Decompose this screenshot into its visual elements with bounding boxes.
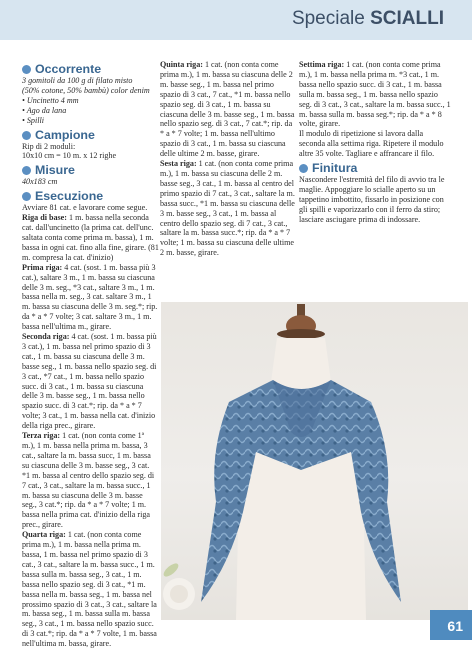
page-title bbox=[292, 8, 444, 30]
occorrente-line: (50% cotone, 50% bambù) color denim bbox=[22, 85, 150, 95]
row-7 bbox=[299, 60, 451, 129]
row-label: Quinta riga: bbox=[160, 60, 203, 69]
row-6 bbox=[160, 159, 296, 258]
bullet-icon bbox=[22, 65, 31, 74]
esecuzione-body bbox=[22, 203, 159, 649]
row-label: Sesta riga: bbox=[160, 159, 197, 169]
misure-title-text: Misure bbox=[35, 163, 75, 178]
campione-title-text: Campione bbox=[35, 127, 95, 142]
campione-line: Rip di 2 moduli: bbox=[22, 141, 76, 151]
occorrente-line: • Spilli bbox=[22, 115, 44, 125]
column-1 bbox=[22, 60, 159, 651]
section-title-misure bbox=[22, 164, 159, 177]
row-label: Seconda riga: bbox=[22, 332, 70, 342]
row-text: 4 cat. (sost. 1 m. bassa più 3 cat.), 1 m. bassa nel primo spazio di 3 cat., 1 m. bassa su ciascuna delle 3 m. basse seg., 1 m. bassa nello spazio seg. di 3 cat., *7 cat., 1 m. bassa nello spazio succ. di 3 cat., 1 m. bassa su ciascuna delle 3 m. basse seg., 1 m. bassa nello spazio succ. di 3 cat.*; rip. da * a * 7 volte; 3 cat., 1 m. bassa nella cat. d'inizio della riga prec., girare. bbox=[22, 332, 157, 431]
esecuzione-intro: Avviare 81 cat. e lavorare come segue. bbox=[22, 203, 148, 213]
shawl-photo bbox=[161, 302, 468, 620]
section-title-campione bbox=[22, 129, 159, 142]
row-label: Prima riga: bbox=[22, 262, 63, 272]
row-4 bbox=[22, 530, 159, 649]
campione-line: 10x10 cm = 10 m. x 12 righe bbox=[22, 151, 117, 161]
mannequin-cap bbox=[277, 329, 325, 339]
bullet-icon bbox=[22, 131, 31, 140]
row-text: 1 cat. (non conta come 1ª m.), 1 m. bassa nella prima m. bassa, 3 cat., saltare la m. bassa succ, 1 m. bassa su ciascuna delle 3 m. basse seg., 3 cat. *1 m. bassa al centro dello spazio seg. di 7 cat., 3 cat., saltare la m. bassa succ., 1 m. bassa su ciascuna delle 3 m. basse seg., 3 cat.*; rip. da * a * 7 volte; 1 m. bassa nella prima cat. d'inizio della riga prec., girare. bbox=[22, 431, 155, 530]
title-bold: SCIALLI bbox=[370, 8, 444, 29]
row-label: Terza riga: bbox=[22, 431, 61, 441]
page-number: 61 bbox=[447, 618, 463, 634]
title-light: Speciale bbox=[291, 8, 371, 29]
row-text: 1 cat. (non conta come prima m.), 1 m. bassa su ciascuna delle 2 m. basse seg., 1 m. bassa nel primo spazio di 3 cat., 7 cat., *1 m. bassa nello spazio seg. di 3 cat., 1 m. bassa su ciascuna delle 3 m. basse seg., 1 m. bassa nello spazio seg. di 3 cat., 7 cat.*; rip. da * a * 7 volte; 1 m. bassa nell'ultimo spazio di 3 cat., 1 m. bassa su ciascuna delle ultime 2 m. basse, girare. bbox=[160, 60, 295, 159]
misure-body bbox=[22, 177, 159, 187]
bullet-icon bbox=[22, 166, 31, 175]
row-text: 4 cat. (sost. 1 m. bassa più 3 cat.), saltare 3 m., 1 m. bassa su ciascuna delle 3 m. seg., *3 cat., saltare 3 m., 1 m. bassa nella m. seg., 3 cat. saltare 3 m., 1 m. bassa su ciascuna delle 3 m. seg.*; rip. da * a * 7 volte; 3 cat. saltare 3 m., 1 m. bassa nell'ultima m., girare. bbox=[22, 262, 158, 332]
row-text: 1 cat. (non conta come prima m.), 1 m. bassa nella prima m. *3 cat., 1 m. bassa nello spazio succ. di 3 cat., 1 m. bassa sulla m. bassa seg., 1 m. bassa nello spazio seg. di 3 cat., 3 cat., saltare la m. bassa succ., 1 m. bassa sulla m. bassa seg.*; rip. da * a * 8 volte, girare. bbox=[299, 60, 451, 129]
finitura-text: Nascondere l'estremità del filo di avvio tra le maglie. Appoggiare lo scialle aperto su un tappetino imbottito, fissarlo in posizione con gli spilli e vaporizzarlo con il ferro da stiro; lasciare asciugare prima di indossare. bbox=[299, 175, 445, 224]
row-1 bbox=[22, 263, 159, 332]
occorrente-line: 3 gomitoli da 100 g di filato misto bbox=[22, 76, 133, 85]
row-text: 1 cat. (non conta come prima m.), 1 m. bassa su ciascuna delle 2 m. basse seg., 3 cat., 1 m. bassa al centro del primo spazio di 7 cat., 3 cat., saltare la m. bassa succ., *1 m. bassa su ciascuna delle 3 m. basse seg., 3 cat., 1 m. bassa al centro dello spazio seg. di 7 cat., 3 cat., saltare la m. bassa succ.*; rip. da * a * 7 volte; 1 m. bassa su ciascuna delle ultime 2 m. basse, girare. bbox=[160, 159, 295, 258]
occorrente-title-text: Occorrente bbox=[35, 62, 102, 76]
row-3 bbox=[22, 431, 159, 530]
column-3 bbox=[299, 60, 451, 225]
section-title-finitura bbox=[299, 162, 451, 175]
section-title-occorrente bbox=[22, 63, 159, 76]
misure-line: 40x183 cm bbox=[22, 177, 58, 187]
column-2 bbox=[160, 60, 296, 258]
row-base bbox=[22, 213, 159, 263]
rose-decoration bbox=[162, 561, 195, 610]
row-label: Riga di base: bbox=[22, 213, 67, 223]
bullet-icon bbox=[22, 192, 31, 201]
row-label: Quarta riga: bbox=[22, 530, 66, 540]
row-label: Settima riga: bbox=[299, 60, 345, 69]
mannequin-body bbox=[236, 338, 366, 620]
occorrente-line: • Uncinetto 4 mm bbox=[22, 95, 79, 105]
esecuzione-closing: Il modulo di ripetizione si lavora dalla seconda alla settima riga. Ripetere il modulo altre 35 volte. Tagliare e affrancare il filo. bbox=[299, 129, 444, 159]
row-2 bbox=[22, 332, 159, 431]
occorrente-list bbox=[22, 76, 159, 126]
occorrente-line: • Ago da lana bbox=[22, 105, 67, 115]
row-text: 1 cat. (non conta come prima m.), 1 m. bassa nella prima m. bassa, 1 m. bassa nel primo spazio di 3 cat., 3 cat., saltare la m. bassa succ., 1 m. bassa sulla m. bassa seg., 3 cat., 1 m. bassa nello spazio seg. di 3 cat., *1 m. bassa nella m. bassa seg., 1 m. bassa nel prossimo spazio di 3 cat., 3 cat., saltare la m. bassa seg., 1 m. bassa sulla m. bassa seg., 3 cat., 1 m. bassa nello spazio succ. di 3 cat.*; rip. da * a * 7 volte, 1 m. bassa nell'ultima m. bassa, girare. bbox=[22, 530, 157, 649]
esecuzione-title-text: Esecuzione bbox=[35, 189, 104, 204]
bullet-icon bbox=[299, 164, 308, 173]
shawl-illustration bbox=[161, 302, 468, 620]
row-5 bbox=[160, 60, 296, 159]
row-text: 1 m. bassa nella seconda cat. dall'uncinetto (la prima cat. dell'unc. saltata conta come prima m. bassa), 1 m. bassa in ogni cat. fino alla fine, girare. (81 m. compresa la cat. d'inizio) bbox=[22, 213, 159, 262]
campione-body bbox=[22, 142, 159, 162]
finitura-title-text: Finitura bbox=[312, 161, 358, 176]
section-title-esecuzione bbox=[22, 190, 159, 203]
